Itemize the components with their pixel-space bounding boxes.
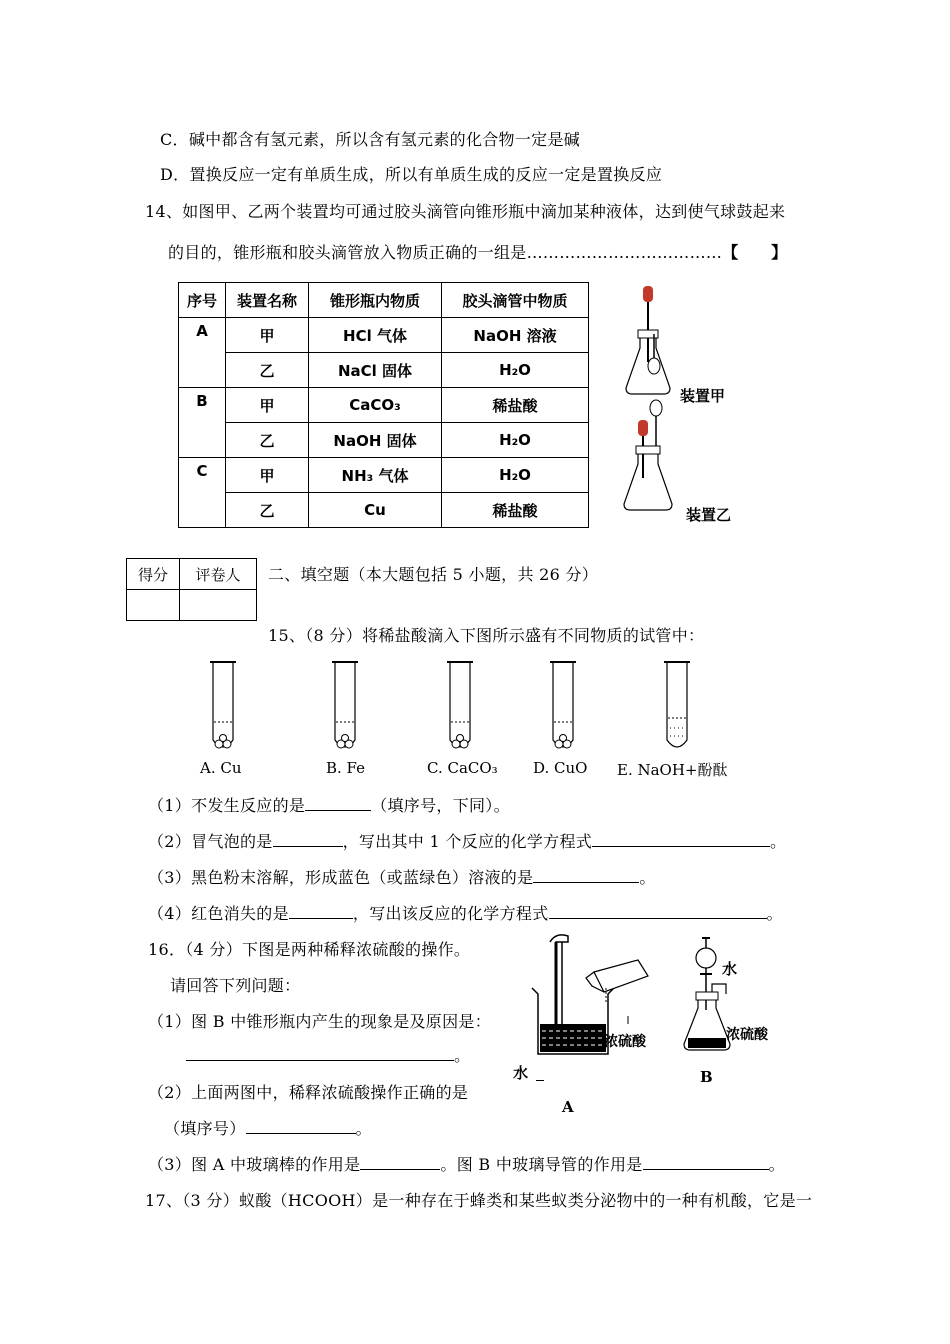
header-cell: 胶头滴管中物质 bbox=[442, 283, 589, 318]
fig-b-water-label: 水 bbox=[722, 960, 738, 978]
separatory-funnel bbox=[696, 948, 716, 968]
q15-part3: （3）黑色粉末溶解，形成蓝色（或蓝绿色）溶液的是 。 bbox=[148, 868, 656, 887]
flask-cell: HCl 气体 bbox=[309, 318, 442, 353]
section-2-title: 二、填空题（本大题包括 5 小题，共 26 分） bbox=[268, 565, 599, 584]
device-cell: 乙 bbox=[226, 493, 309, 528]
row-letter: B bbox=[179, 388, 226, 458]
dropper-bulb bbox=[643, 286, 653, 302]
q15-part4: （4）红色消失的是 ，写出该反应的化学方程式 。 bbox=[148, 904, 783, 923]
flask-cell: NH₃ 气体 bbox=[309, 458, 442, 493]
table-row bbox=[179, 493, 589, 528]
answer-blank[interactable] bbox=[592, 832, 770, 847]
grader-label: 评卷人 bbox=[180, 559, 257, 590]
q16-intro: 16．（4 分）下图是两种稀释浓硫酸的操作。 bbox=[148, 940, 471, 959]
device-jia-label: 装置甲 bbox=[680, 387, 726, 405]
flask-cell: NaCl 固体 bbox=[309, 353, 442, 388]
q14-stem-line2: 的目的，锥形瓶和胶头滴管放入物质正确的一组是………………………………【 】 bbox=[168, 243, 788, 262]
dropper-bulb bbox=[638, 420, 648, 436]
header-cell: 装置名称 bbox=[226, 283, 309, 318]
table-row bbox=[179, 423, 589, 458]
grader-field bbox=[180, 590, 257, 621]
conical-flask bbox=[624, 454, 672, 510]
dropper-cell: 稀盐酸 bbox=[442, 388, 589, 423]
tube-label-b: B. Fe bbox=[326, 759, 366, 777]
fig-b-acid-label: 浓硫酸 bbox=[726, 1027, 768, 1043]
tube-label-c: C. CaCO₃ bbox=[427, 759, 498, 777]
stopper bbox=[638, 330, 658, 338]
device-yi-label: 装置乙 bbox=[686, 506, 732, 524]
score-box bbox=[126, 558, 257, 621]
header-cell: 序号 bbox=[179, 283, 226, 318]
device-cell: 甲 bbox=[226, 318, 309, 353]
fig-a-water-label: 水 bbox=[513, 1064, 529, 1082]
q16-part1-answer: 。 bbox=[186, 1043, 470, 1066]
reagent-bottle bbox=[594, 960, 648, 992]
table-row bbox=[179, 458, 589, 493]
flask-cell: Cu bbox=[309, 493, 442, 528]
table-header-row bbox=[179, 283, 589, 318]
dropper-cell: H₂O bbox=[442, 458, 589, 493]
q14-stem-line1: 14、如图甲、乙两个装置均可通过胶头滴管向锥形瓶中滴加某种液体，达到使气球鼓起来 bbox=[145, 202, 786, 221]
q14-options-table bbox=[178, 282, 589, 528]
q16-part2-answer: （填序号） 。 bbox=[164, 1119, 372, 1138]
stopper bbox=[636, 446, 660, 454]
q16-part1: （1）图 B 中锥形瓶内产生的现象是及原因是： bbox=[148, 1012, 492, 1031]
dropper-cell: H₂O bbox=[442, 353, 589, 388]
flask-cell: CaCO₃ bbox=[309, 388, 442, 423]
row-letter: A bbox=[179, 318, 226, 388]
dropper-cell: NaOH 溶液 bbox=[442, 318, 589, 353]
table-row bbox=[179, 388, 589, 423]
q15-part2: （2）冒气泡的是 ，写出其中 1 个反应的化学方程式 。 bbox=[148, 832, 787, 851]
q17-stem-line1: 17、（3 分）蚁酸（HCOOH）是一种存在于蜂类和某些蚁类分泌物中的一种有机酸，它是一 bbox=[145, 1191, 813, 1210]
answer-blank[interactable] bbox=[549, 904, 767, 919]
answer-blank[interactable] bbox=[643, 1155, 769, 1170]
table-row bbox=[179, 353, 589, 388]
flask-device-yi-figure bbox=[618, 398, 698, 520]
answer-blank[interactable] bbox=[360, 1155, 440, 1170]
balloon bbox=[648, 358, 660, 374]
answer-blank[interactable] bbox=[305, 796, 371, 811]
dropper-cell: 稀盐酸 bbox=[442, 493, 589, 528]
header-cell: 锥形瓶内物质 bbox=[309, 283, 442, 318]
flask-cell: NaOH 固体 bbox=[309, 423, 442, 458]
q13-option-c: C．碱中都含有氢元素，所以含有氢元素的化合物一定是碱 bbox=[160, 130, 581, 149]
test-tube-a bbox=[210, 662, 236, 748]
q16-ask: 请回答下列问题： bbox=[170, 976, 301, 995]
table-row bbox=[179, 318, 589, 353]
q15-part1: （1）不发生反应的是 （填序号，下同）。 bbox=[148, 796, 510, 815]
test-tubes-figure bbox=[150, 658, 750, 758]
balloon bbox=[650, 400, 662, 416]
flask-liquid bbox=[688, 1038, 726, 1048]
tube-label-a: A. Cu bbox=[200, 759, 242, 777]
test-tube-c bbox=[447, 662, 473, 748]
dropper-cell: H₂O bbox=[442, 423, 589, 458]
answer-blank[interactable] bbox=[246, 1119, 356, 1134]
tube-label-d: D. CuO bbox=[533, 759, 588, 777]
test-tube-e bbox=[664, 662, 690, 747]
tube-label-e: E. NaOH+酚酞 bbox=[617, 761, 728, 779]
fig-a-label: A bbox=[562, 1098, 574, 1116]
device-cell: 乙 bbox=[226, 423, 309, 458]
stopper bbox=[696, 992, 718, 1000]
score-label: 得分 bbox=[127, 559, 180, 590]
row-letter: C bbox=[179, 458, 226, 528]
q15-intro: 15、（8 分）将稀盐酸滴入下图所示盛有不同物质的试管中： bbox=[268, 626, 705, 645]
fig-a-acid-label: 浓硫酸 bbox=[604, 1034, 646, 1050]
q13-option-d: D．置换反应一定有单质生成，所以有单质生成的反应一定是置换反应 bbox=[160, 165, 663, 184]
fig-b-label: B bbox=[700, 1068, 713, 1086]
answer-blank[interactable] bbox=[273, 832, 343, 847]
test-tube-b bbox=[332, 662, 358, 748]
answer-blank[interactable] bbox=[186, 1046, 454, 1061]
score-field bbox=[127, 590, 180, 621]
q16-part2: （2）上面两图中，稀释浓硫酸操作正确的是 bbox=[148, 1083, 469, 1102]
device-cell: 甲 bbox=[226, 388, 309, 423]
answer-bracket: 【 】 bbox=[722, 243, 788, 262]
q16-part3: （3）图 A 中玻璃棒的作用是 。图 B 中玻璃导管的作用是 。 bbox=[148, 1155, 785, 1174]
device-cell: 乙 bbox=[226, 353, 309, 388]
device-cell: 甲 bbox=[226, 458, 309, 493]
answer-blank[interactable] bbox=[533, 868, 639, 883]
glass-rod-hook bbox=[550, 935, 568, 948]
test-tube-d bbox=[550, 662, 576, 748]
answer-blank[interactable] bbox=[289, 904, 353, 919]
